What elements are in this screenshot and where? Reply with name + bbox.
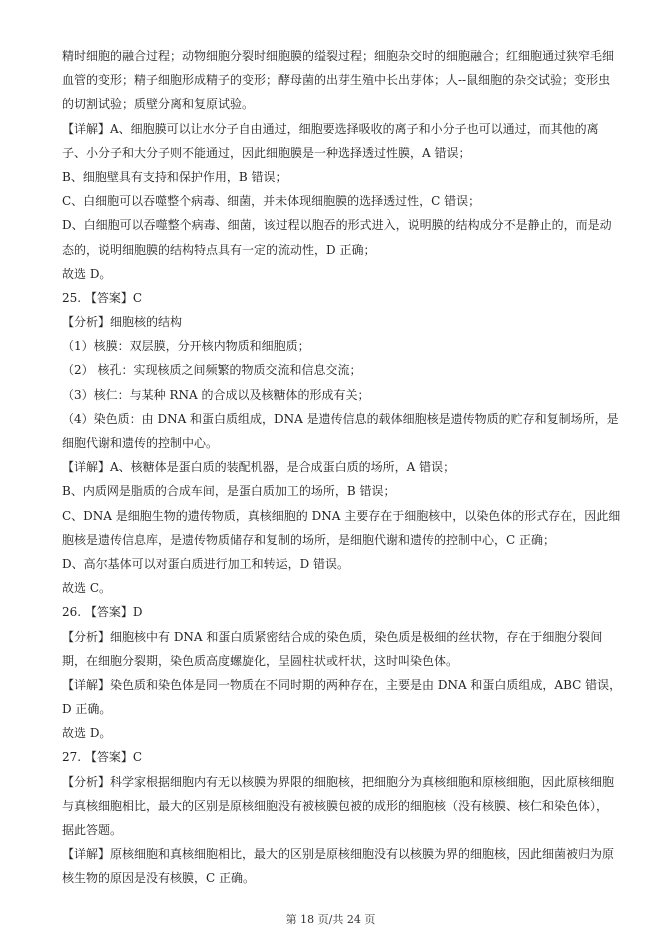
text-line: C、白细胞可以吞噬整个病毒、细菌，并未体现细胞膜的选择透过性，C 错误；: [62, 194, 481, 209]
answer-heading: 25. 【答案】C: [62, 290, 143, 305]
text-line: 【详解】A、细胞膜可以让水分子自由通过，细胞要选择吸收的离子和小分子也可以通过，而其他的离: [62, 121, 599, 136]
answer-heading: 27. 【答案】C: [62, 750, 143, 765]
text-line: C、DNA 是细胞生物的遗传物质，真核细胞的 DNA 主要存在于细胞核中，以染色体的形式存在，因此细: [62, 508, 621, 523]
text-line: 的切割试验；质壁分离和复原试验。: [62, 97, 255, 112]
document-body: [62, 44, 622, 891]
text-line: （3）核仁：与某种 RNA 的合成以及核糖体的形成有关；: [62, 387, 370, 402]
text-line: 故选 D。: [62, 726, 112, 741]
text-line: 【详解】原核细胞和真核细胞相比，最大的区别是原核细胞没有以核膜为界的细胞核，因此细菌被归为原: [62, 847, 615, 862]
text-line: D 正确。: [62, 702, 112, 717]
text-line: 【分析】细胞核的结构: [62, 315, 183, 330]
text-line: D、高尔基体可以对蛋白质进行加工和转运，D 错误。: [62, 556, 350, 571]
text-line: 核生物的原因是没有核膜，C 正确。: [62, 871, 255, 886]
text-line: 【分析】细胞核中有 DNA 和蛋白质紧密结合成的染色质，染色质是极细的丝状物，存在于细胞分裂间: [62, 629, 603, 644]
text-line: 精时细胞的融合过程；动物细胞分裂时细胞膜的缢裂过程；细胞杂交时的细胞融合；红细胞通过狭窄毛细: [62, 49, 615, 63]
text-line: 期，在细胞分裂期，染色质高度螺旋化，呈圆柱状或杆状，这时叫染色体。: [62, 653, 459, 668]
text-line: 子、小分子和大分子则不能通过，因此细胞膜是一种选择透过性膜，A 错误；: [62, 145, 471, 160]
text-line: （2） 核孔：实现核质之间频繁的物质交流和信息交流；: [62, 363, 362, 378]
text-line: 【详解】A、核糖体是蛋白质的装配机器，是合成蛋白质的场所，A 错误；: [62, 460, 456, 475]
text-line: 故选 C。: [62, 581, 111, 596]
text-line: 细胞代谢和遗传的控制中心。: [62, 436, 219, 450]
text-line: 据此答题。: [62, 823, 123, 837]
text-line: B、细胞壁具有支持和保护作用，B 错误；: [62, 169, 288, 184]
text-line: （1）核膜：双层膜，分开核内物质和细胞质；: [62, 339, 310, 354]
text-line: 故选 D。: [62, 266, 112, 281]
text-line: 与真核细胞相比，最大的区别是原核细胞没有被核膜包被的成形的细胞核（没有核膜、核仁和染色体），: [62, 798, 609, 813]
text-line: （4）染色质：由 DNA 和蛋白质组成，DNA 是遗传信息的载体细胞核是遗传物质的贮存和复制场所，是: [62, 411, 619, 426]
text-line: 血管的变形；精子细胞形成精子的变形；酵母菌的出芽生殖中长出芽体；人--鼠细胞的杂交试验；变形虫: [62, 73, 611, 88]
text-line: 【详解】染色质和染色体是同一物质在不同时期的两种存在，主要是由 DNA 和蛋白质组成，ABC 错误，: [62, 677, 622, 692]
page-footer: 第 18 页/共 24 页: [285, 913, 376, 926]
text-line: B、内质网是脂质的合成车间，是蛋白质加工的场所，B 错误；: [62, 484, 396, 499]
text-line: D、白细胞可以吞噬整个病毒、细菌，该过程以胞吞的形式进入，说明膜的结构成分不是静止的，而是动: [62, 218, 612, 233]
text-line: 态的，说明细胞膜的结构特点具有一定的流动性，D 正确；: [62, 242, 376, 257]
answer-heading: 26. 【答案】D: [62, 605, 143, 620]
text-line: 【分析】科学家根据细胞内有无以核膜为界限的细胞核，把细胞分为真核细胞和原核细胞，因此原核细胞: [62, 774, 615, 789]
text-line: 胞核是遗传信息库，是遗传物质储存和复制的场所，是细胞代谢和遗传的控制中心，C 正确；: [62, 532, 555, 547]
